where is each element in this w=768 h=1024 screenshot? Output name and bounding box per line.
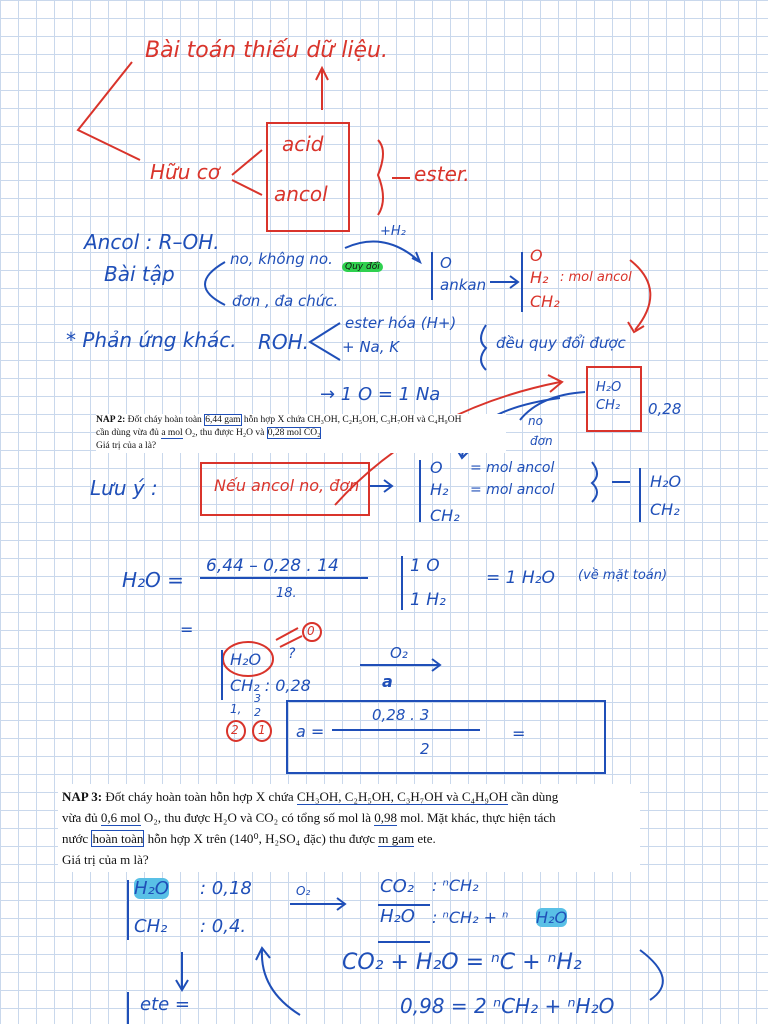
nap3-line-2 <box>62 807 636 828</box>
nap3-line-1a: Đốt cháy hoàn toàn hỗn hợp X chứa <box>105 789 294 804</box>
luu-y: Lưu ý : <box>90 476 158 500</box>
box-right-value: 0,28 <box>648 400 682 418</box>
nap3-line-3c: ete. <box>417 831 436 846</box>
nap2-problem <box>96 414 506 453</box>
box-right-ch2: CH₂ <box>596 398 621 413</box>
deu-quy-doi: đều quy đổi được <box>496 334 626 352</box>
nap3-line-1 <box>62 786 636 807</box>
bottom-eq-line: CO₂ + H₂O = ⁿC + ⁿH₂ <box>342 950 582 975</box>
nap3-line-1c: cần dùng <box>510 789 559 804</box>
blue-brace-2 <box>481 325 486 370</box>
calc-sys-o: 1 O <box>410 556 440 576</box>
sys3-ch2: CH₂ <box>650 500 680 519</box>
huu-co-label: Hữu cơ <box>150 160 220 184</box>
nap3-line-3 <box>62 828 636 849</box>
nap2-a-mol: a mol <box>161 428 183 438</box>
o-label: O <box>440 254 452 272</box>
bottom-h2o-hl <box>536 908 567 927</box>
blue-o2-arrow-2 <box>290 898 345 910</box>
calc-eq: = 1 H₂O <box>486 568 555 588</box>
result-denominator: 2 <box>420 740 430 758</box>
no-khong-no: no, không no. <box>230 250 333 268</box>
a-label: a <box>382 672 393 691</box>
bottom-o2: O₂ <box>296 884 311 898</box>
nap2-text-1: Đốt cháy hoàn toàn <box>127 415 202 425</box>
sys2-mol-2: = mol ancol <box>470 482 555 498</box>
ch2-label: CH₂ <box>230 676 260 695</box>
ankan-label: ankan <box>440 276 487 294</box>
nap3-m-gam: m gam <box>378 831 415 846</box>
sys2-o: O <box>430 458 443 477</box>
blue-roh-arrow <box>310 323 340 360</box>
sys2-h2: H₂ <box>430 480 449 499</box>
nap2-line-3: Giá trị của a là? <box>96 441 157 451</box>
nap3-line-3b: hỗn hợp X trên (140⁰, H₂SO₄ đặc) thu được <box>147 831 376 846</box>
nap3-line-4: Giá trị của m là? <box>62 852 149 867</box>
red-up-arrow <box>316 68 328 110</box>
nap3-label: NAP 3: <box>62 789 103 804</box>
sys2-mol-1: = mol ancol <box>470 460 555 476</box>
zero-mark: 0 <box>307 624 315 638</box>
calc-lhs: H₂O = <box>122 568 184 592</box>
nap2-line-2b: O₂, thu được H₂O và <box>185 428 265 438</box>
blue-arrow-system <box>370 480 392 492</box>
nap2-line-2a: cần dùng vừa đủ <box>96 428 159 438</box>
calc-note: (về mặt toán) <box>578 568 668 583</box>
bottom-v1: : 0,18 <box>200 878 252 899</box>
nap2-label: NAP 2: <box>96 415 126 425</box>
nap2-line-2 <box>96 427 506 440</box>
calc-numerator: 6,44 – 0,28 . 14 <box>206 556 339 576</box>
o2-label: O₂ <box>390 644 408 662</box>
ch2-circled-row <box>230 676 311 695</box>
red-brace <box>378 140 383 215</box>
na-k: + Na, K <box>342 338 400 356</box>
nap3-problem <box>58 784 640 872</box>
result-box <box>286 700 606 774</box>
result-a: a = <box>296 722 325 741</box>
calc-denominator: 18. <box>276 586 297 601</box>
bottom-v2: : 0,4. <box>200 916 247 937</box>
box-right-h2o: H₂O <box>596 380 622 395</box>
no-label: no <box>528 414 543 428</box>
ester-hoa: ester hóa (H+) <box>345 314 457 332</box>
nap3-compounds: CH₃OH, C₂H₅OH, C₃H₇OH và C₄H₉OH <box>296 789 508 804</box>
one-circle: 1 <box>258 723 266 737</box>
bottom-nch2: : ⁿCH₂ <box>432 876 479 895</box>
don-da-chuc: đơn , đa chức. <box>232 292 339 310</box>
roh-label: ROH. <box>258 330 310 354</box>
nap2-line-1 <box>96 414 506 427</box>
nap3-line-2b: O₂, thu được H₂O và CO₂ có tổng số mol là <box>143 810 372 825</box>
q-mark: ? <box>288 646 296 662</box>
acid-label: acid <box>282 132 324 156</box>
blue-curve-up <box>256 948 300 1015</box>
ratio-left: 1, <box>230 702 242 716</box>
nap3-line-2c: mol. Mặt khác, thực hiện tách <box>400 810 556 825</box>
bottom-h2o-hl-text: H₂O <box>536 908 568 927</box>
equals-sign: = <box>180 620 194 639</box>
bottom-h2o <box>134 878 169 899</box>
bottom-ete: ete = <box>140 994 191 1015</box>
nap3-line-2a: vừa đủ <box>62 810 98 825</box>
bai-tap-label: Bài tập <box>104 262 175 286</box>
plus-h2: +H₂ <box>380 224 406 239</box>
quy-doi-badge <box>342 254 383 273</box>
h2o-circled: H₂O <box>230 650 262 669</box>
bottom-h2o-highlight: H₂O <box>134 878 169 899</box>
mol-ancol-red: : mol ancol <box>560 270 632 285</box>
nap3-hoan-toan: hoàn toàn <box>92 831 144 846</box>
ratio-bottom: 2 <box>254 706 261 719</box>
neu-ancol: Nếu ancol no, đơn <box>214 476 360 495</box>
nap2-text-2: hỗn hợp X chứa CH₃OH, C₂H₅OH, C₃H₇OH và C₄H₉OH <box>243 415 462 425</box>
arrow-note: → 1 O = 1 Na <box>320 384 441 405</box>
ch2-value: : 0,28 <box>264 676 311 695</box>
o-red: O <box>530 246 543 265</box>
bottom-ch2: CH₂ <box>134 916 168 937</box>
title: Bài toán thiếu dữ liệu. <box>145 38 388 63</box>
ancol-formula: Ancol : R–OH. <box>84 230 220 254</box>
ch2-red: CH₂ <box>530 292 560 311</box>
blue-curve-right <box>640 950 663 1000</box>
result-eq: = <box>512 724 526 743</box>
blue-bracket <box>205 262 225 305</box>
red-equal-lines <box>276 628 302 647</box>
calc-sys-h2: 1 H₂ <box>410 590 446 610</box>
nap3-line-3a: nước <box>62 831 89 846</box>
phan-ung-khac: * Phản ứng khác. <box>66 328 237 352</box>
ester-label: ester. <box>414 162 470 186</box>
red-connect-lines <box>232 150 262 195</box>
bottom-final: 0,98 = 2 ⁿCH₂ + ⁿH₂O <box>400 994 615 1018</box>
quy-doi-text: Quy đổi <box>342 262 383 272</box>
sys3-h2o: H₂O <box>650 472 682 491</box>
bottom-h2o-r: H₂O <box>380 906 415 927</box>
red-bracket-stroke <box>78 62 140 160</box>
blue-down-arrow <box>176 952 188 990</box>
nap2-mass: 6,44 gam <box>205 415 241 425</box>
two-circle: 2 <box>231 723 239 737</box>
h2-red: H₂ <box>530 268 549 287</box>
ratio-top: 3 <box>254 692 261 705</box>
nap2-co2: 0,28 mol CO₂ <box>267 428 321 438</box>
bottom-nch2-h2o: : ⁿCH₂ + ⁿ <box>432 908 509 927</box>
don-label: đơn <box>530 434 553 448</box>
nap3-total: 0,98 <box>374 810 398 825</box>
blue-brace-3 <box>592 462 597 502</box>
result-numerator: 0,28 . 3 <box>372 706 430 724</box>
sys2-ch2: CH₂ <box>430 506 460 525</box>
bottom-co2: CO₂ <box>380 876 414 897</box>
nap3-o2-mol: 0,6 mol <box>100 810 141 825</box>
ancol-box-label: ancol <box>274 182 328 206</box>
blue-arrow-2 <box>490 276 518 288</box>
